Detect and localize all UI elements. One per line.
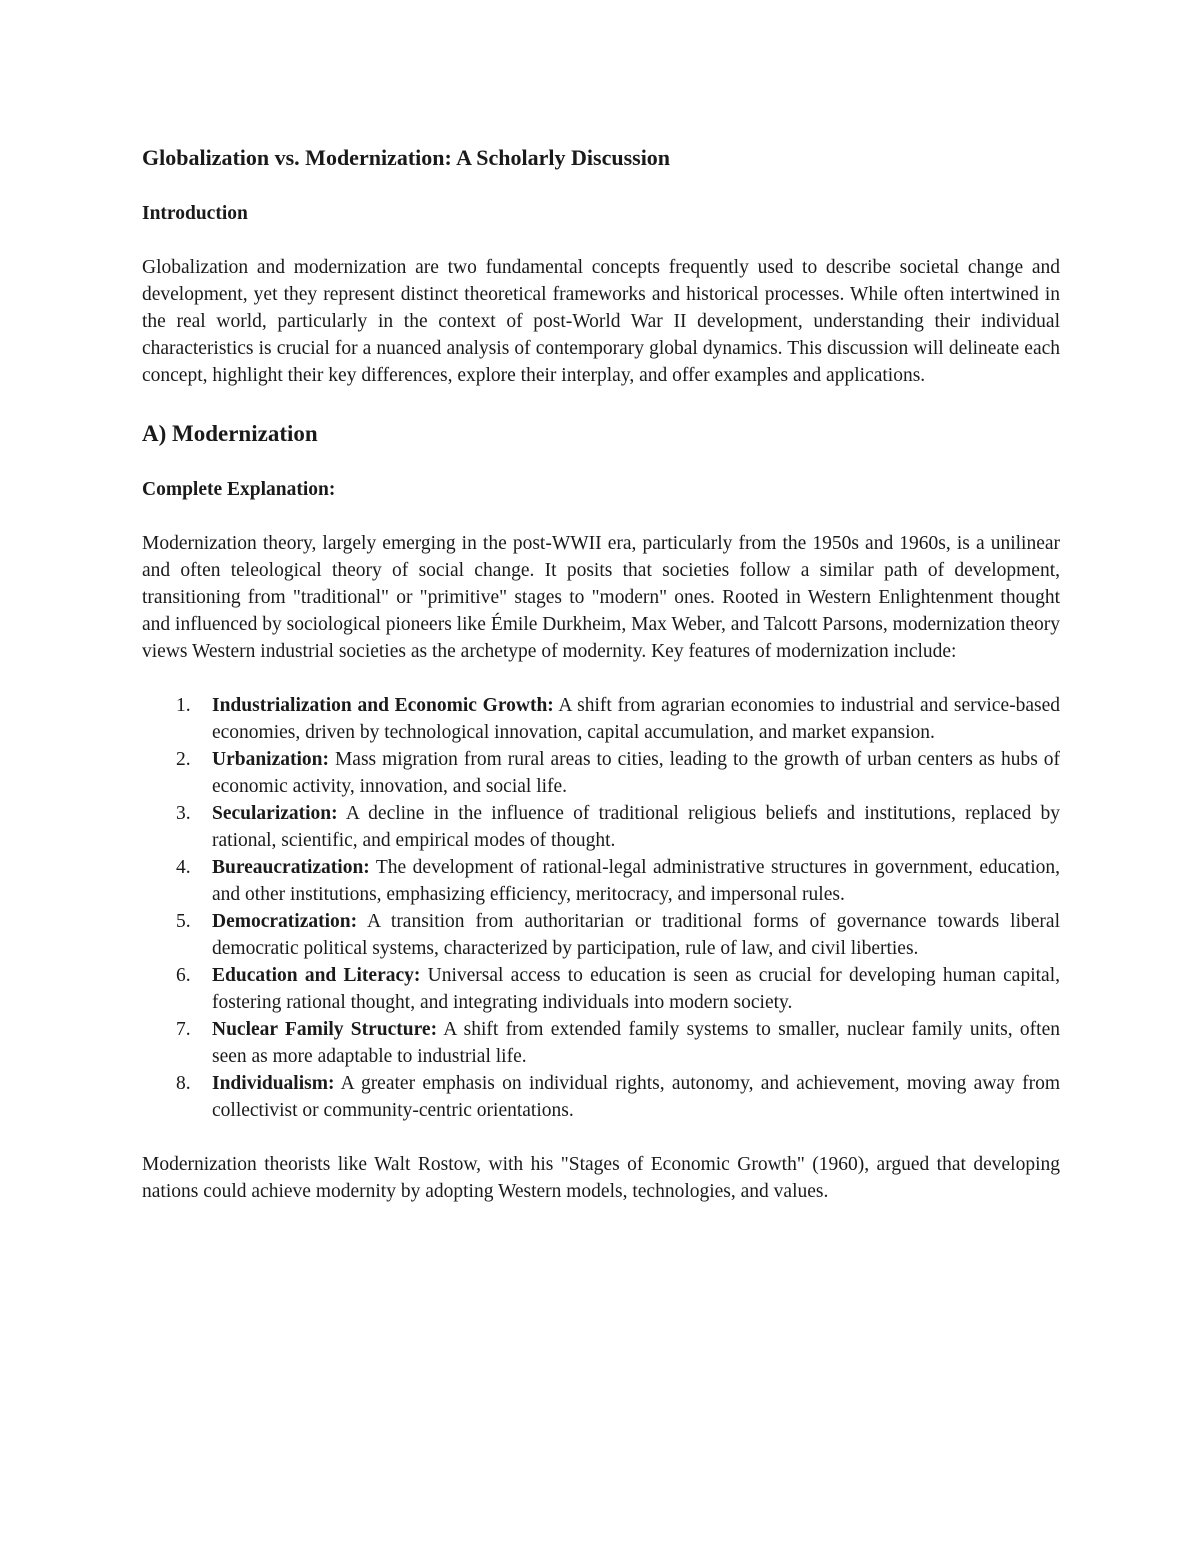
list-term: Individualism:	[212, 1073, 335, 1094]
list-text: Mass migration from rural areas to cities, leading to the growth of urban centers as hubs of economic activity, innovation, and social life.	[212, 749, 1060, 797]
list-number: 3.	[176, 803, 191, 824]
introduction-paragraph: Globalization and modernization are two fundamental concepts frequently used to describe societal change and development, yet they represent distinct theoretical frameworks and historical processes. While often intertwined in the real world, particularly in the context of post-World War II development, understanding their individual characteristics is crucial for a nuanced analysis of contemporary global dynamics. This discussion will delineate each concept, highlight their key differences, explore their interplay, and offer examples and applications.	[142, 257, 1060, 386]
list-term: Bureaucratization:	[212, 857, 370, 878]
list-text: A transition from authoritarian or traditional forms of governance towards liberal democratic political systems, characterized by participation, rule of law, and civil liberties.	[212, 911, 1060, 959]
document-title: Globalization vs. Modernization: A Scholarly Discussion	[142, 145, 671, 170]
list-term: Education and Literacy:	[212, 965, 421, 986]
introduction-heading: Introduction	[142, 203, 248, 224]
list-item	[142, 854, 1060, 908]
list-item	[142, 800, 1060, 854]
list-term: Nuclear Family Structure:	[212, 1019, 438, 1040]
list-item	[142, 1016, 1060, 1070]
list-text: Universal access to education is seen as crucial for developing human capital, fostering rational thought, and integrating individuals into modern society.	[212, 965, 1060, 1013]
modernization-explanation-paragraph: Modernization theory, largely emerging in the post-WWII era, particularly from the 1950s and 1960s, is a unilinear and often teleological theory of social change. It posits that societies follow a similar path of development, transitioning from "traditional" or "primitive" stages to "modern" ones. Rooted in Western Enlightenment thought and influenced by sociological pioneers like Émile Durkheim, Max Weber, and Talcott Parsons, modernization theory views Western industrial societies as the archetype of modernity. Key features of modernization include:	[142, 533, 1060, 662]
list-term: Industrialization and Economic Growth:	[212, 695, 554, 716]
list-term: Democratization:	[212, 911, 358, 932]
list-number: 5.	[176, 911, 191, 932]
list-item	[142, 692, 1060, 746]
list-text: The development of rational-legal administrative structures in government, education, and other institutions, emphasizing efficiency, meritocracy, and impersonal rules.	[212, 857, 1060, 905]
list-number: 8.	[176, 1073, 191, 1094]
rostow-closing-paragraph: Modernization theorists like Walt Rostow, with his "Stages of Economic Growth" (1960), argued that developing nations could achieve modernity by adopting Western models, technologies, and values.	[142, 1154, 1060, 1202]
list-number: 7.	[176, 1019, 191, 1040]
list-item	[142, 746, 1060, 800]
list-term: Secularization:	[212, 803, 338, 824]
list-item	[142, 908, 1060, 962]
section-a-heading: A) Modernization	[142, 421, 318, 446]
list-number: 4.	[176, 857, 191, 878]
list-item	[142, 962, 1060, 1016]
list-number: 6.	[176, 965, 191, 986]
modernization-features-list	[142, 692, 1060, 1124]
list-text: A greater emphasis on individual rights, autonomy, and achievement, moving away from collectivist or community-centric orientations.	[212, 1073, 1060, 1121]
list-text: A shift from extended family systems to smaller, nuclear family units, often seen as more adaptable to industrial life.	[212, 1019, 1060, 1067]
complete-explanation-heading: Complete Explanation:	[142, 479, 336, 500]
list-term: Urbanization:	[212, 749, 329, 770]
list-number: 1.	[176, 695, 191, 716]
list-text: A decline in the influence of traditional religious beliefs and institutions, replaced by rational, scientific, and empirical modes of thought.	[212, 803, 1060, 851]
list-number: 2.	[176, 749, 191, 770]
list-item	[142, 1070, 1060, 1124]
list-text: A shift from agrarian economies to industrial and service-based economies, driven by technological innovation, capital accumulation, and market expansion.	[212, 695, 1060, 743]
